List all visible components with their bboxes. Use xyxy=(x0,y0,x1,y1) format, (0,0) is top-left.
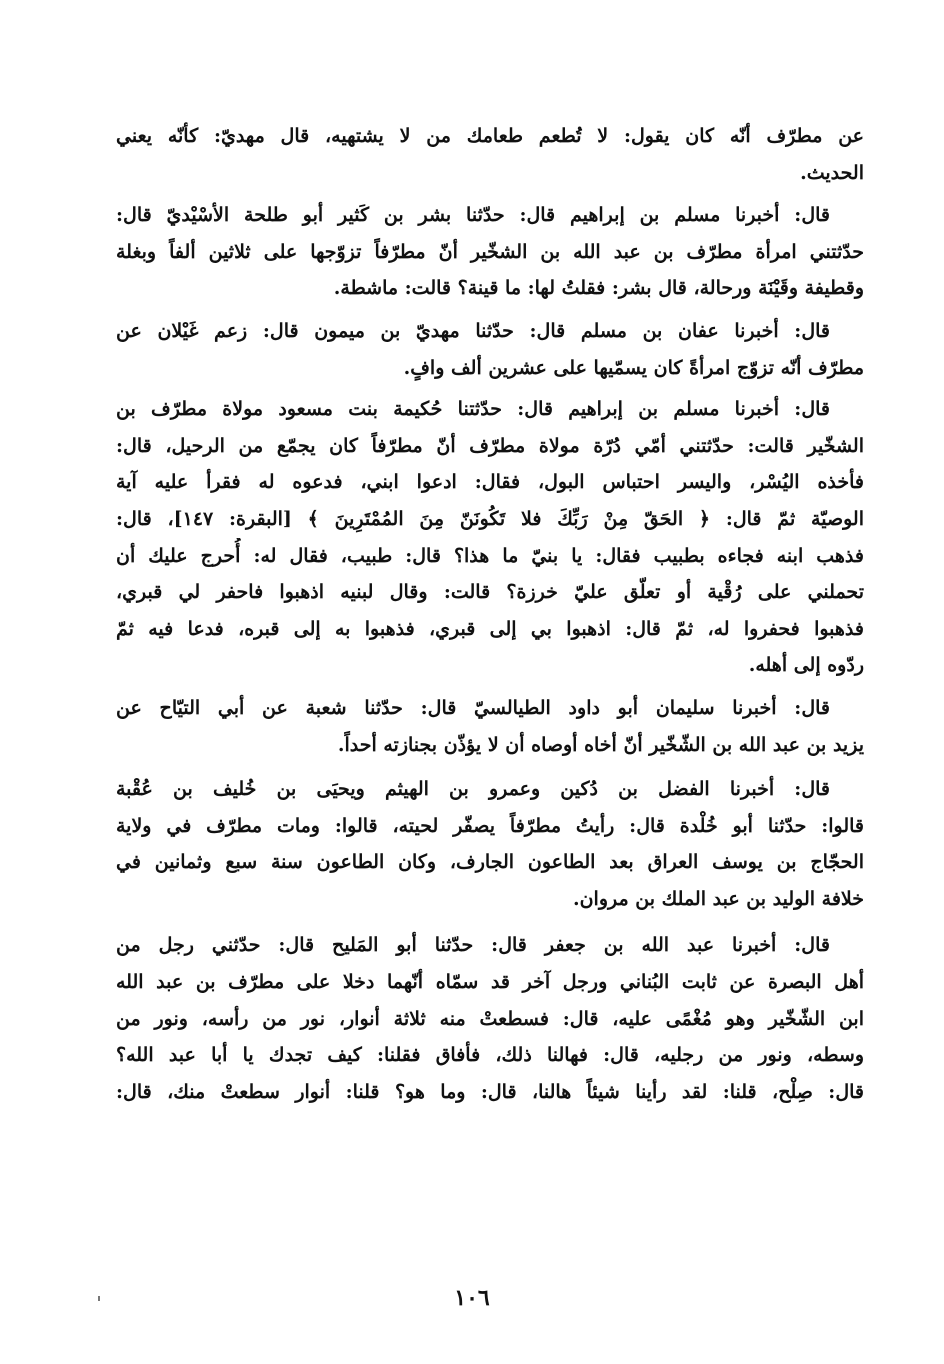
text-line: فذهبوا فحفروا له، ثمّ قال: اذهبوا بي إلى قبري، فذهبوا به إلى قبره، فدعا فيه ثمّ xyxy=(116,617,864,640)
text-line: ردّوه إلى أهله. xyxy=(748,654,864,677)
text-line: يزيد بن عبد الله بن الشّخّير أنّ أخاه أوصاه أن لا يؤذّن بجنازته أحداً. xyxy=(337,733,864,756)
text-line: عن مطرّف أنّه كان يقول: لا تُطعم طعامك من لا يشتهيه، قال مهديّ: كأنّه يعني xyxy=(116,125,864,147)
paragraph xyxy=(116,391,864,684)
text-line: وقطيفة وقَيْنَة ورحالة، قال بشر: فقلتُ لها: ما قينة؟ قالت: ماشطة. xyxy=(333,277,864,300)
text-line: الحديث. xyxy=(800,161,864,184)
paragraph xyxy=(116,118,864,191)
text-line: حدّثتني امرأة مطرّف بن عبد الله بن الشخّير أنّ مطرّفاً تزوّجها على ثلاثين ألفاً وبغلة xyxy=(116,240,864,263)
paragraph xyxy=(116,197,864,307)
text-line: ابن الشّخّير وهو مُغْمًى عليه، قال: فسطعتْ منه ثلاثة أنوار، نور من رأسه، ونور من xyxy=(116,1007,864,1030)
text-line: قال: صِلْح، قلنا: لقد رأينا شيئاً هالنا، قال: وما هو؟ قلنا: أنوار سطعتْ منك، قال: xyxy=(116,1080,864,1103)
text-line: أهل البصرة عن ثابت البُناني ورجل آخر قد سمّاه أنّهما دخلا على مطرّف بن عبد الله xyxy=(116,971,864,994)
scan-speck xyxy=(98,1296,100,1301)
text-line: قال: أخبرنا مسلم بن إبراهيم قال: حدّثتنا حُكيمة بنت مسعود مولاة مطرّف بن xyxy=(116,398,830,421)
text-line: قال: أخبرنا الفضل بن دُكين وعمرو بن الهيثم ويحيَى بن خُليف بن عُقْبة xyxy=(116,778,830,801)
text-line: خلافة الوليد بن عبد الملك بن مروان. xyxy=(572,887,864,910)
text-line: قال: أخبرنا مسلم بن إبراهيم قال: حدّثنا بشر بن كَثير أبو طلحة الأسْيْديّ قال: xyxy=(116,204,830,227)
text-line: الوصيّة ثمّ قال: ﴿ الحَقّ مِنْ رَبِّكَ فلا تَكُونَنّ مِنَ المُمْتَرِينَ ﴾ [البقرة: ١٤٧]، قال: xyxy=(116,507,864,530)
text-line: قالوا: حدّثنا أبو خُلْدة قال: رأيتُ مطرّفاً يصفّر لحيته، قالوا: ومات مطرّف في ولاية xyxy=(116,814,864,837)
text-line: قال: أخبرنا سليمان أبو داود الطيالسيّ قال: حدّثنا شعبة عن أبي التيّاح عن xyxy=(116,696,830,719)
text-line: الحجّاج بن يوسف العراق بعد الطاعون الجارف، وكان الطاعون سنة سبع وثمانين في xyxy=(116,851,864,874)
text-line: الشخّير قالت: حدّثتني أمّي دُرّة مولاة مطرّف أنّ مطرّفاً كان يجمّع من الرحيل، قال: xyxy=(116,434,864,457)
paragraph xyxy=(116,313,864,386)
text-line: فذهب ابنه فجاءه بطبيب فقال: يا بنيّ ما هذا؟ قال: طبيب، فقال له: أُحرج عليك أن xyxy=(116,544,864,567)
paragraph xyxy=(116,690,864,763)
paragraph xyxy=(116,927,864,1110)
text-line: قال: أخبرنا عبد الله بن جعفر قال: حدّثنا أبو المَليح قال: حدّثني رجل من xyxy=(116,934,830,957)
text-line: مطرّف أنّه تزوّج امرأةً كان يسمّيها على عشرين ألف وافٍ. xyxy=(403,356,864,379)
text-line: تحملني على رُقْية أو تعلّق عليّ خرزة؟ قالت: وقال لبنيه اذهبوا فاحفر لي قبري، xyxy=(116,581,864,604)
body-text xyxy=(116,112,864,1110)
text-line: فأخذه اليُسْر، واليسر احتباس البول، فقال: ادعوا ابني، فدعوه له فقرأ عليه آية xyxy=(116,471,864,494)
paragraph xyxy=(116,771,864,917)
text-line: وسطه، ونور من رجليه، قال: فهالنا ذلك، فأفاق فقلنا: كيف تجدك يا أبا عبد الله؟ xyxy=(116,1044,864,1067)
text-line: قال: أخبرنا عفان بن مسلم قال: حدّثنا مهديّ بن ميمون قال: زعم غَيْلان عن xyxy=(116,319,830,342)
page-number: ١٠٦ xyxy=(454,1285,490,1311)
